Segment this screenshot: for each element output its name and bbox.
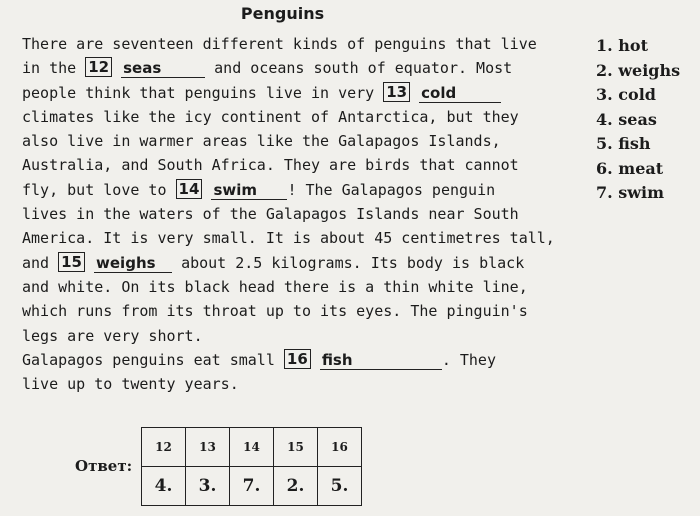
passage-line: live up to twenty years.: [22, 375, 239, 394]
answer-table-answer-row: [142, 467, 362, 506]
passage-line: [22, 81, 542, 105]
answer-table-answer-cell[interactable]: 4.: [142, 467, 186, 506]
word-bank-item: 5. fish: [596, 134, 651, 153]
passage-line: [22, 56, 542, 80]
passage-text-segment: and oceans south of equator. Most: [214, 59, 513, 78]
gap-answer-blank: seas: [121, 60, 205, 78]
passage-text-segment: in the: [22, 59, 77, 78]
passage-text-segment: people think that penguins live in very: [22, 83, 375, 102]
answer-table-number-cell: 12: [142, 428, 186, 467]
passage-line: and white. On its black head there is a thin white line,: [22, 277, 528, 296]
passage-line: legs are very short.: [22, 326, 203, 345]
word-bank-item: 7. swim: [596, 183, 665, 202]
gap-answer-blank: weighs: [94, 255, 172, 273]
passage-text-segment: ! The Galapagos penguin: [287, 180, 496, 199]
passage-text-segment: and: [22, 253, 50, 272]
gap-answer-blank: fish: [320, 352, 442, 370]
passage-line: [22, 251, 542, 275]
passage-text-segment: Galapagos penguins eat small: [22, 350, 275, 369]
answer-table-answer-cell[interactable]: 2.: [274, 467, 318, 506]
word-bank-item: 6. meat: [596, 158, 664, 178]
passage-text-segment: about 2.5 kilograms. Its body is black: [181, 253, 525, 272]
answer-table-answer-cell[interactable]: 3.: [186, 467, 230, 506]
page-title: Penguins: [240, 4, 325, 23]
answer-table-number-cell: 13: [186, 428, 230, 467]
passage-text-segment: fly, but love to: [22, 180, 167, 199]
passage-line: America. It is very small. It is about 45 centimetres tall,: [22, 229, 555, 248]
gap-number-box: 12: [85, 57, 112, 77]
gap-answer-blank: cold: [419, 85, 501, 103]
answer-table-answer-cell[interactable]: 5.: [318, 467, 362, 506]
answer-table: [141, 427, 362, 506]
gap-number-box: 13: [383, 82, 410, 102]
gap-number-box: 14: [176, 179, 203, 199]
answer-table-answer-cell[interactable]: 7.: [230, 467, 274, 506]
answer-table-number-cell: 14: [230, 428, 274, 467]
answer-table-number-cell: 16: [318, 428, 362, 467]
answer-table-number-cell: 15: [274, 428, 318, 467]
passage-line: also live in warmer areas like the Galapagos Islands,: [22, 132, 501, 151]
gap-answer-blank: swim: [211, 182, 287, 200]
passage-text-segment: . They: [441, 350, 496, 369]
word-bank: [596, 34, 680, 206]
word-bank-item: 4. seas: [596, 109, 657, 129]
gap-number-box: 16: [284, 349, 311, 369]
word-bank-item: 3. cold: [596, 85, 656, 104]
passage-line: lives in the waters of the Galapagos Islands near South: [22, 205, 519, 224]
passage-line: Australia, and South Africa. They are birds that cannot: [22, 156, 519, 175]
answer-label: Ответ:: [75, 457, 133, 475]
passage-line: climates like the icy continent of Antarctica, but they: [22, 107, 519, 126]
passage-line: which runs from its throat up to its eyes. The pinguin's: [22, 302, 528, 321]
passage-text: [22, 32, 555, 396]
passage-line: There are seventeen different kinds of penguins that live: [22, 35, 537, 53]
answer-table-header-row: [142, 428, 362, 467]
word-bank-item: 1. hot: [596, 36, 648, 55]
passage-line: [22, 178, 542, 202]
passage-line: [22, 348, 542, 372]
word-bank-item: 2. weighs: [596, 60, 681, 80]
gap-number-box: 15: [58, 252, 85, 272]
